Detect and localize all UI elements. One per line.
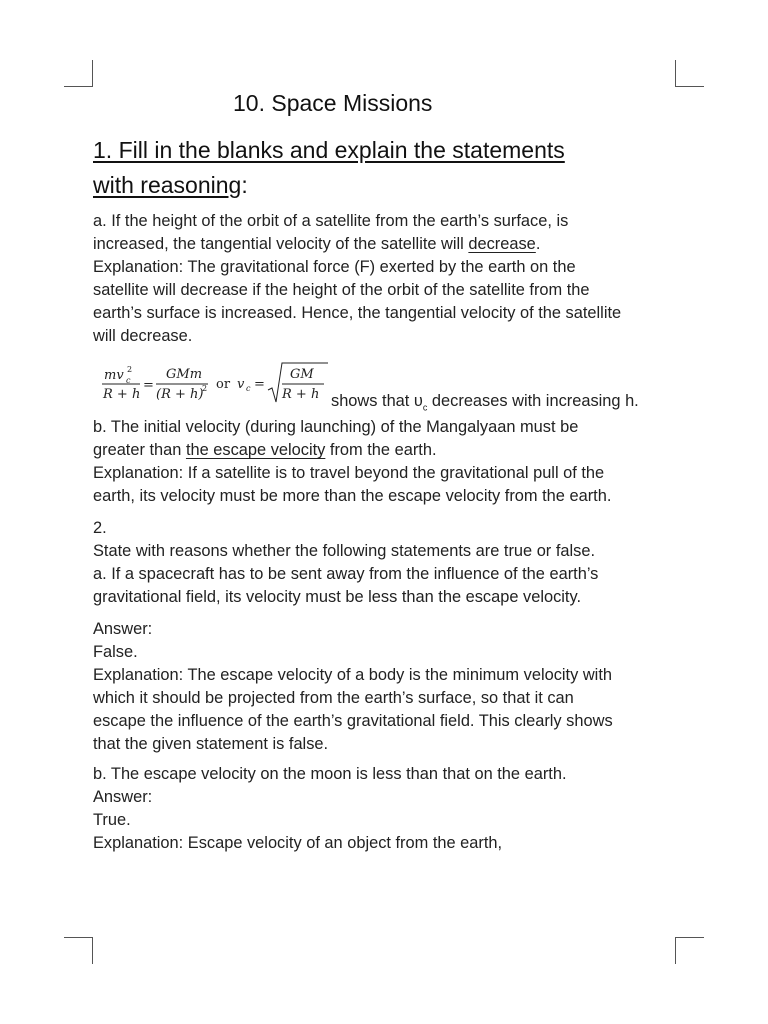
formula-vc-sub: c [246, 384, 251, 393]
formula-rhs-den-sup: 2 [202, 384, 208, 393]
question-1b [93, 416, 693, 508]
q2a-explanation-1: Explanation: The escape velocity of a body is the minimum velocity with [93, 666, 612, 684]
formula-rhs-den: (R + h) [156, 387, 204, 402]
page-title: 10. Space Missions [233, 90, 433, 116]
q1a-explanation-2: satellite will decrease if the height of the orbit of the satellite from the [93, 281, 590, 299]
q1b-explanation-2: earth, its velocity must be more than the escape velocity from the earth. [93, 487, 612, 505]
crop-mark-bottom-left-v [92, 937, 93, 964]
q1b-answer: the escape velocity [185, 441, 326, 459]
formula-conclusion-end: decreases with increasing h. [427, 392, 639, 410]
q2-number: 2. [93, 519, 107, 537]
q2-intro: State with reasons whether the following statements are true or false. [93, 542, 595, 560]
q1a-line-2 [93, 233, 693, 256]
question-1a [93, 210, 693, 348]
q1a-answer: decrease [468, 235, 536, 253]
crop-mark-top-right-h [675, 86, 704, 87]
question-2-intro [93, 517, 693, 609]
formula-lhs-den: R + h [103, 387, 141, 402]
q2a-explanation-4: that the given statement is false. [93, 735, 329, 753]
q1b-line-2-end: from the earth. [325, 441, 437, 459]
formula-conclusion-sub: c [422, 402, 428, 413]
q1b-line-2-text: greater than [93, 441, 186, 459]
formula-rhs-num: GMm [166, 367, 203, 382]
formula-sqrt-num: GM [290, 367, 314, 382]
q1b-line-2 [93, 439, 693, 462]
formula-eq: = [143, 378, 154, 393]
q1a-line-2-end: . [535, 235, 541, 253]
formula-conclusion-text: shows that υ [331, 392, 423, 410]
q1a-explanation-3: earth’s surface is increased. Hence, the tangential velocity of the satellite [93, 304, 622, 322]
question-2b [93, 763, 693, 855]
formula-or: or [216, 377, 231, 392]
formula-vc: v [237, 377, 245, 392]
q2a-explanation-2: which it should be projected from the earth’s surface, so that it can [93, 689, 574, 707]
crop-mark-bottom-right-h [675, 937, 704, 938]
crop-mark-top-left-h [64, 86, 93, 87]
q2a-answer-label: Answer: [93, 620, 153, 638]
q1b-explanation-1: Explanation: If a satellite is to travel beyond the gravitational pull of the [93, 464, 605, 482]
q2a-explanation-3: escape the influence of the earth’s gravitational field. This clearly shows [93, 712, 613, 730]
q1a-explanation-4: will decrease. [93, 327, 193, 345]
velocity-formula [102, 360, 330, 406]
q2b-answer: True. [93, 811, 131, 829]
q1a-explanation-1: Explanation: The gravitational force (F) exerted by the earth on the [93, 258, 576, 276]
heading-colon: : [241, 172, 248, 198]
crop-mark-bottom-left-h [64, 937, 93, 938]
formula-sqrt-den: R + h [282, 387, 320, 402]
q2a-answer: False. [93, 643, 138, 661]
q1a-line-2-text: increased, the tangential velocity of the satellite will [93, 235, 469, 253]
crop-mark-top-right-v [675, 60, 676, 87]
section-heading [93, 133, 653, 203]
formula-lhs-sub: c [126, 376, 131, 385]
q2b-line-1: b. The escape velocity on the moon is less than that on the earth. [93, 765, 567, 783]
formula-lhs-num: mv [104, 368, 124, 383]
q2b-explanation-1: Explanation: Escape velocity of an object from the earth, [93, 834, 503, 852]
q2b-answer-label: Answer: [93, 788, 153, 806]
crop-mark-bottom-right-v [675, 937, 676, 964]
q1a-line-1: a. If the height of the orbit of a satellite from the earth’s surface, is [93, 212, 569, 230]
formula-lhs-sup: 2 [127, 365, 133, 374]
crop-mark-top-left-v [92, 60, 93, 87]
heading-line-1: 1. Fill in the blanks and explain the statements [93, 137, 565, 163]
formula-conclusion [331, 390, 639, 419]
q2a-line-1: a. If a spacecraft has to be sent away from the influence of the earth’s [93, 565, 599, 583]
heading-line-2: with reasoning [93, 172, 242, 198]
q1b-line-1: b. The initial velocity (during launching) of the Mangalyaan must be [93, 418, 579, 436]
q2a-line-2: gravitational field, its velocity must be less than the escape velocity. [93, 588, 582, 606]
question-2a-answer [93, 618, 693, 756]
formula-eq2: = [254, 377, 265, 392]
